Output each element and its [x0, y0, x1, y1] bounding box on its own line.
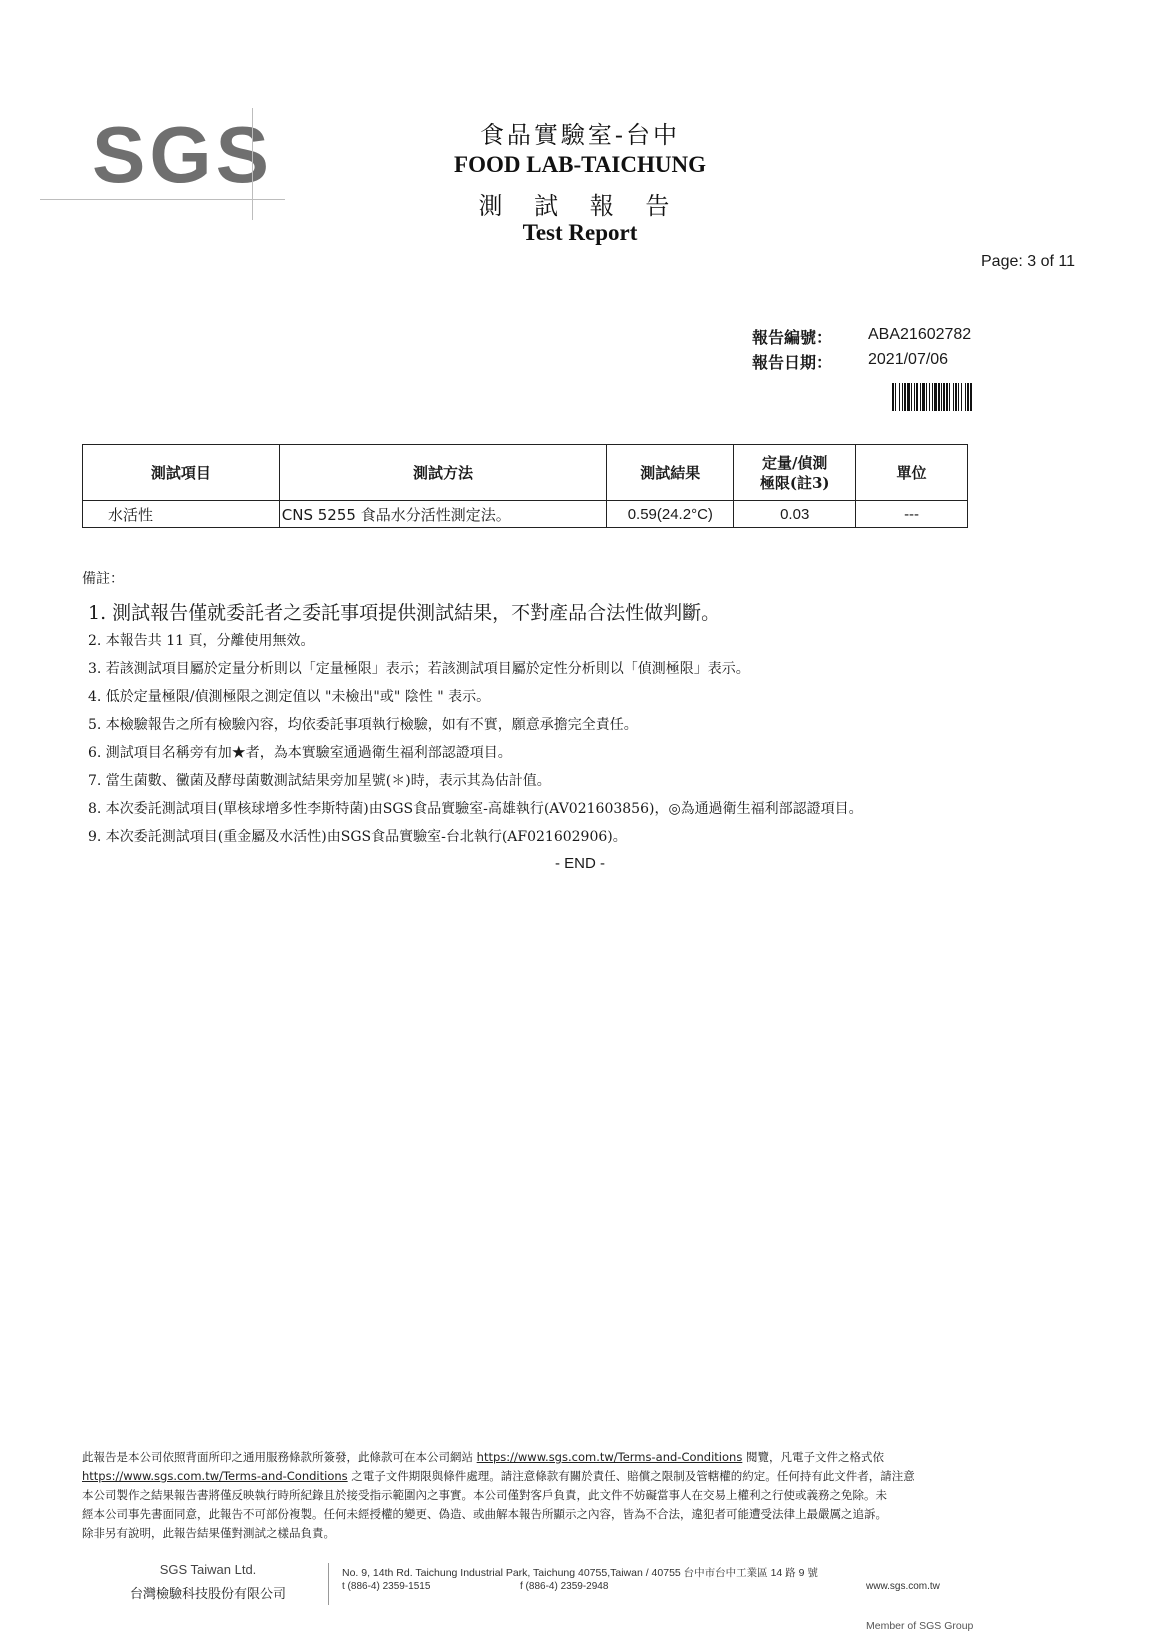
header-limit-line2: 極限(註3) — [759, 473, 830, 492]
header-test-method: 測試方法 — [279, 445, 607, 501]
table-row — [83, 501, 968, 528]
notes-title: 備註： — [82, 571, 124, 587]
company-name-zh: 台灣檢驗科技股份有限公司 — [129, 1587, 286, 1602]
disclaimer-text: 之電子文件期限與條件處理。請注意條款有關於責任、賠償之限制及管轄權的約定。任何持有此文件者，請注意 — [347, 1469, 915, 1483]
barcode-image — [892, 383, 1048, 411]
note-item: 1. 測試報告僅就委託者之委託事項提供測試結果，不對產品合法性做判斷。 — [88, 602, 721, 624]
report-title-zh: 測 試 報 告 — [478, 192, 682, 220]
company-fax: f (886-4) 2359-2948 — [520, 1581, 609, 1592]
logo-rule-horizontal — [40, 199, 285, 200]
cell-test-result: 0.59(24.2°C) — [607, 501, 734, 528]
company-website[interactable]: www.sgs.com.tw — [866, 1581, 940, 1592]
note-item: 2. 本報告共 11 頁，分離使用無效。 — [88, 633, 315, 649]
report-number: ABA21602782 — [868, 326, 972, 343]
disclaimer — [82, 1448, 1092, 1543]
table-header-row — [83, 445, 968, 501]
end-marker: - END - — [555, 855, 605, 872]
member-of-group: Member of SGS Group — [866, 1620, 974, 1632]
disclaimer-line — [82, 1467, 1092, 1486]
page-number: Page: 3 of 11 — [981, 253, 1075, 270]
disclaimer-line: 經本公司事先書面同意，此報告不可部份複製。任何未經授權的變更、偽造、或曲解本報告所顯示之內容，皆為不合法，違犯者可能遭受法律上最嚴厲之追訴。 — [82, 1507, 887, 1521]
cell-test-method: CNS 5255 食品水分活性測定法。 — [279, 501, 607, 528]
barcode-bar — [972, 383, 973, 411]
lab-title-zh: 食品實驗室-台中 — [479, 121, 681, 149]
cell-limit: 0.03 — [734, 501, 856, 528]
note-item: 8. 本次委託測試項目(單核球增多性李斯特菌)由SGS食品實驗室-高雄執行(AV021603856)，◎為通過衛生福利部認證項目。 — [88, 801, 863, 817]
note-item: 6. 測試項目名稱旁有加★者，為本實驗室通過衛生福利部認證項目。 — [88, 745, 512, 761]
lab-title-en: FOOD LAB-TAICHUNG — [454, 152, 706, 177]
company-name-en: SGS Taiwan Ltd. — [159, 1562, 257, 1577]
report-title-en: Test Report — [522, 220, 638, 245]
header-limit-line1: 定量/偵測 — [761, 453, 828, 472]
note-item: 3. 若該測試項目屬於定量分析則以「定量極限」表示；若該測試項目屬於定性分析則以「偵測極限」表示。 — [88, 661, 750, 677]
company-tel: t (886-4) 2359-1515 — [342, 1581, 431, 1592]
note-item: 5. 本檢驗報告之所有檢驗內容，均依委託事項執行檢驗，如有不實，願意承擔完全責任。 — [88, 717, 638, 733]
note-item: 9. 本次委託測試項目(重金屬及水活性)由SGS食品實驗室-台北執行(AF021602906)。 — [88, 829, 627, 845]
header-limit — [734, 445, 856, 501]
disclaimer-line: 本公司製作之結果報告書將僅反映執行時所紀錄且於接受指示範圍內之事實。本公司僅對客戶負責，此文件不妨礙當事人在交易上權利之行使或義務之免除。未 — [82, 1488, 887, 1502]
header-test-result: 測試結果 — [607, 445, 734, 501]
disclaimer-text: 此報告是本公司依照背面所印之通用服務條款所簽發，此條款可在本公司網站 — [82, 1450, 477, 1464]
report-date-label: 報告日期： — [752, 353, 833, 372]
header-test-item: 測試項目 — [83, 445, 280, 501]
logo-rule-vertical — [252, 108, 253, 220]
note-item: 7. 當生菌數、黴菌及酵母菌數測試結果旁加星號(＊)時，表示其為估計值。 — [88, 773, 551, 789]
note-item: 4. 低於定量極限/偵測極限之測定值以 "未檢出"或" 陰性 " 表示。 — [88, 689, 491, 705]
sgs-logo: SGS — [92, 110, 273, 199]
cell-unit: --- — [856, 501, 968, 528]
report-number-label: 報告編號： — [752, 328, 833, 347]
header-unit: 單位 — [856, 445, 968, 501]
disclaimer-line — [82, 1448, 1092, 1467]
terms-link[interactable]: https://www.sgs.com.tw/Terms-and-Conditions — [476, 1450, 743, 1464]
disclaimer-line: 除非另有說明，此報告結果僅對測試之樣品負責。 — [82, 1526, 335, 1540]
company-address: No. 9, 14th Rd. Taichung Industrial Park, Taichung 40755,Taiwan / 40755 台中市台中工業區 14 路 9 號 — [342, 1567, 818, 1579]
cell-test-item: 水活性 — [83, 501, 280, 528]
footer-divider — [328, 1563, 329, 1605]
disclaimer-text: 閱覽，凡電子文件之格式依 — [742, 1450, 884, 1464]
report-date: 2021/07/06 — [868, 351, 949, 368]
results-table — [82, 444, 968, 528]
terms-link[interactable]: https://www.sgs.com.tw/Terms-and-Conditions — [82, 1469, 348, 1483]
